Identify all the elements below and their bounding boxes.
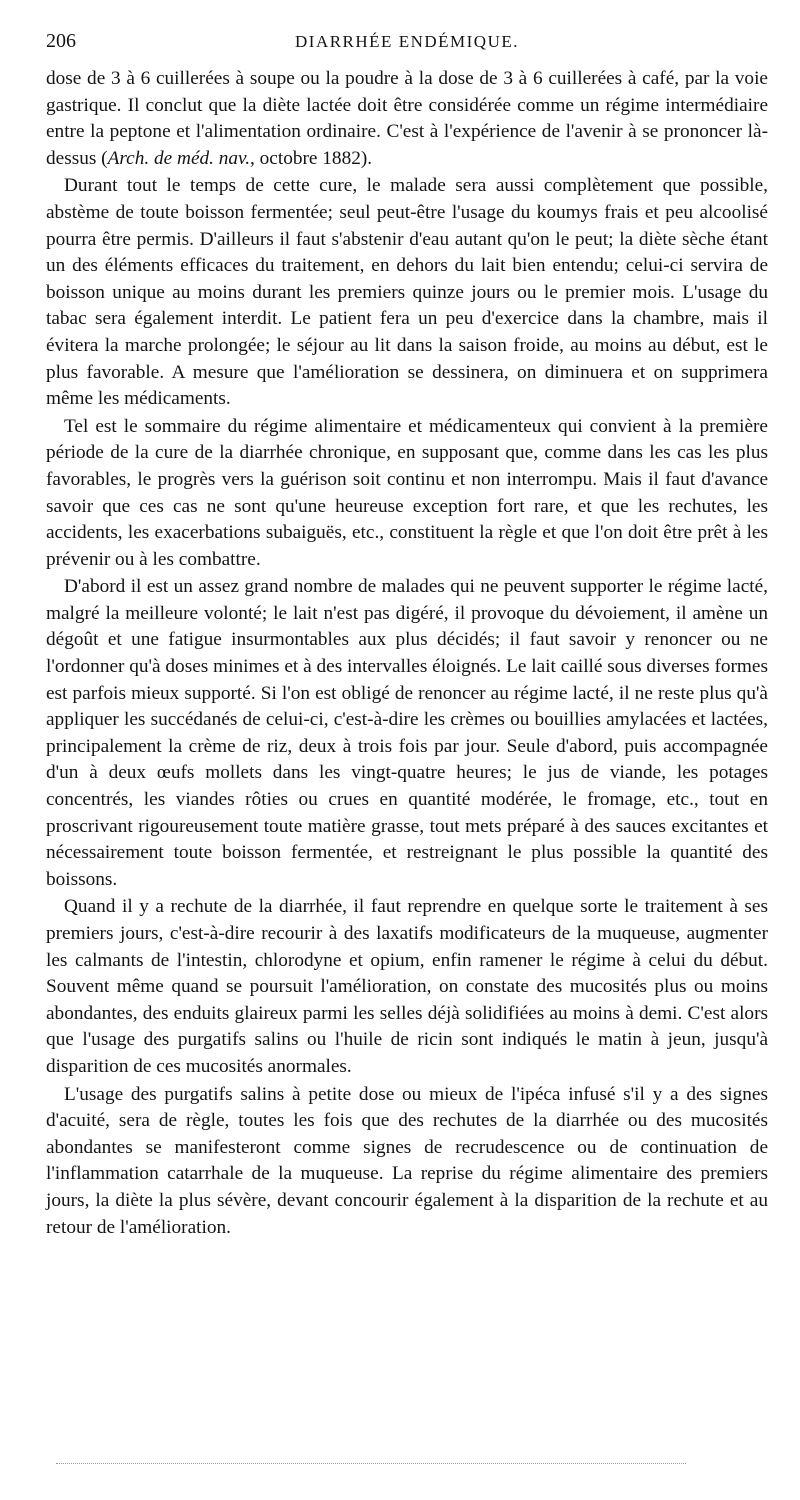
paragraph: [46, 414, 768, 574]
footer-rule: [56, 1463, 686, 1464]
text-span: L'usage des purgatifs salins à petite dose ou mieux de l'ipéca infusé s'il y a des signes d'acuité, sera de règle, toutes les fois que des rechutes de la diarrhée ou des mucosités abondantes se manifesteront comme signes de recrudescence ou de continuation de l'inflammation catarrhale de la muqueuse. La reprise du régime alimentaire des premiers jours, la diète la plus sévère, devant concourir également à la disparition de la rechute et au retour de l'amélioration.: [46, 1083, 768, 1238]
text-span: Durant tout le temps de cette cure, le malade sera aussi complètement que possible, abstème de toute boisson fermentée; seul peut-être l'usage du koumys frais et peu alcoolisé pourra être permis. D'ailleurs il faut s'abstenir d'eau autant qu'on le peut; la diète sèche étant un des éléments efficaces du traitement, en dehors du lait bien entendu; celui-ci servira de boisson unique au moins durant les premiers quinze jours ou le premier mois. L'usage du tabac sera également interdit. Le patient fera un peu d'exercice dans la chambre, mais il évitera la marche prolongée; le séjour au lit dans la saison froide, au moins au début, est le plus favorable. A mesure que l'amélioration se dessinera, on diminuera et on supprimera même les médicaments.: [46, 175, 768, 410]
paragraph: [46, 1082, 768, 1242]
text-span: D'abord il est un assez grand nombre de malades qui ne peuvent supporter le régime lacté, malgré la meilleure volonté; le lait n'est pas digéré, il provoque du dévoiement, il amène un dégoût et une fatigue insurmontables aux plus décidés; il faut savoir y renoncer ou ne l'ordonner qu'à doses minimes et à des intervalles éloignés. Le lait caillé sous diverses formes est parfois mieux supporté. Si l'on est obligé de renoncer au régime lacté, il ne reste plus qu'à appliquer les succédanés de celui-ci, c'est-à-dire les crèmes ou bouillies amylacées et lactées, principalement la crème de riz, deux à trois fois par jour. Seule d'abord, puis accompagnée d'un à deux œufs mollets dans les vingt-quatre heures; le jus de viande, les potages concentrés, les viandes rôties ou crues en quantité modérée, le fromage, etc., tout en proscrivant rigoureusement toute matière grasse, tout mets préparé à des sauces excitantes et nécessairement toute boisson fermentée, et restreignant le plus possible la quantité des boissons.: [46, 576, 768, 890]
running-title: DIARRHÉE ENDÉMIQUE.: [295, 32, 519, 51]
body-text: [46, 66, 768, 1241]
paragraph: [46, 894, 768, 1080]
paragraph: [46, 574, 768, 893]
text-span: , octobre 1882).: [250, 147, 373, 169]
text-span: Tel est le sommaire du régime alimentaire et médicamenteux qui convient à la première période de la cure de la diarrhée chronique, en supposant que, comme dans les cas les plus favorables, le progrès vers la guérison soit continu et non interrompu. Mais il faut d'avance savoir que ces cas ne sont qu'une heureuse exception fort rare, et que les rechutes, les accidents, les exacerbations subaiguës, etc., constituent la règle et que l'on doit être prêt à les prévenir ou à les combattre.: [46, 415, 768, 570]
paragraph: [46, 173, 768, 412]
page-header: [46, 30, 768, 66]
page-number: 206: [46, 30, 76, 52]
citation-journal: Arch. de méd. nav.: [107, 147, 251, 169]
paragraph: [46, 66, 768, 172]
text-span: dose de 3 à 6 cuillerées à soupe ou la poudre à la dose de 3 à 6 cuillerées à café, par la voie gastrique. Il conclut que la diète lactée doit être considérée comme un régime intermédiaire entre la peptone et l'alimentation ordinaire. C'est à l'expérience de l'avenir à se prononcer là-dessus (: [46, 68, 768, 169]
text-span: Quand il y a rechute de la diarrhée, il faut reprendre en quelque sorte le traitement à ses premiers jours, c'est-à-dire recourir à des laxatifs modificateurs de la muqueuse, augmenter les calmants de l'intestin, chlorodyne et opium, enfin ramener le régime à celui du début. Souvent même quand se poursuit l'amélioration, on constate des mucosités plus ou moins abondantes, des enduits glaireux parmi les selles déjà solidifiées au moins à demi. C'est alors que l'usage des purgatifs salins ou l'huile de ricin sont indiqués le matin à jeun, jusqu'à disparition de ces mucosités anormales.: [46, 896, 768, 1077]
book-page: [46, 30, 768, 1241]
